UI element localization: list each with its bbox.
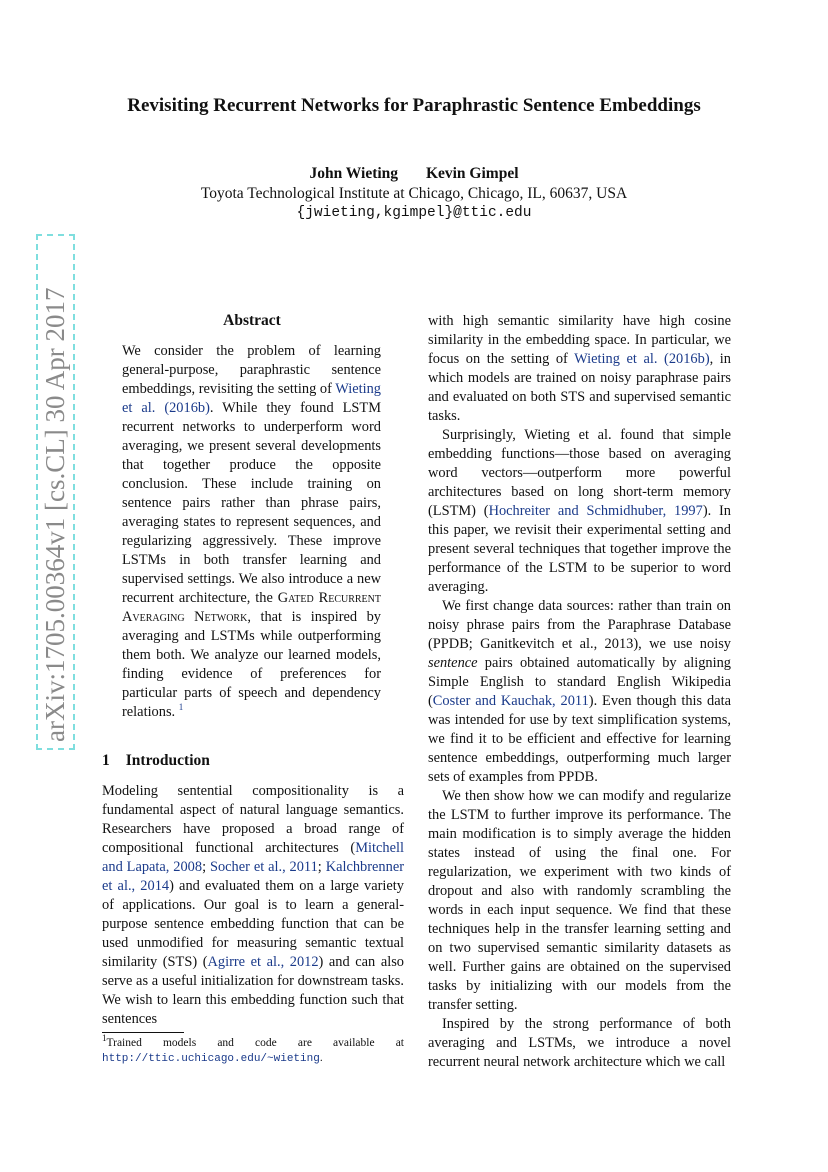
intro-body <box>102 782 404 1029</box>
citation-separator: ; <box>202 859 210 875</box>
abstract-text: . While they found LSTM recurrent networks to underperform word averaging, we present several developments that together produce the opposite conclusion. These include training on sentence pairs rather than phrase pairs, averaging states to represent sequences, and regularizing aggressively. These improve LSTMs in both transfer learning and supervised settings. We also introduce a new recurrent architecture, the <box>122 400 381 606</box>
section-heading <box>102 752 226 770</box>
emphasis: sentence <box>428 655 478 671</box>
body-text: ) and evaluated them on a large variety of applications. Our goal is to learn a general-purpose sentence embedding function that can be used unmodified for measuring semantic textual similarity (STS) ( <box>102 878 404 970</box>
citation-link[interactable]: Hochreiter and Schmidhuber, 1997 <box>488 503 703 519</box>
abstract-body <box>122 342 381 722</box>
abstract-heading: Abstract <box>223 312 281 329</box>
citation-link[interactable]: Socher et al., 2011 <box>209 859 318 875</box>
citation-link[interactable]: Wieting et al. (2016b) <box>574 351 710 367</box>
abstract-text: We consider the problem of learning general-purpose, paraphrastic sentence embeddings, revisiting the setting of <box>122 343 381 397</box>
body-text: Modeling sentential compositionality is a fundamental aspect of natural language semantics. Researchers have proposed a broad range of compositional functional architectures ( <box>102 783 404 856</box>
footnote-rule <box>102 1032 184 1033</box>
body-text: ) and can also serve as a useful initialization for downstream tasks. We wish to learn this embedding function such that sentences <box>102 954 405 1027</box>
body-text: We then show how we can modify and regularize the LSTM to further improve its performance. The main modification is to simply average the hidden states instead of using the final one. For regularization, we experiment with two kinds of dropout and also with randomly scrambling the words in each input sequence. We find that these techniques help in the transfer learning setting and on two supervised semantic similarity datasets as well. Further gains are obtained on the supervised tasks by initializing with our models from the transfer setting. <box>428 788 731 1013</box>
footnote-text: Trained models and code are available at <box>106 1037 404 1049</box>
footnote-end: . <box>319 1052 323 1064</box>
footnote-url-link[interactable]: http://ttic.uchicago.edu/~wieting <box>102 1053 320 1065</box>
body-text: We first change data sources: rather than train on noisy phrase pairs from the Paraphrase Database (PPDB; Ganitkevitch et al., 2013), we use noisy <box>428 598 731 652</box>
paper-title: Revisiting Recurrent Networks for Paraphrastic Sentence Embeddings <box>127 95 701 116</box>
citation-link[interactable]: Mitchell and Lapata, 2008 <box>102 840 404 875</box>
body-text: ). Even though this data was intended for use by text simplification systems, we find it to be efficient and effective for learning sentence embeddings, outperforming much larger sets of examples from PPDB. <box>428 693 731 785</box>
footnote-mark: 1 <box>102 1033 107 1044</box>
citation-link[interactable]: Coster and Kauchak, 2011 <box>432 693 589 709</box>
citation-link[interactable]: Wieting et al. (2016b) <box>122 381 381 416</box>
body-text: , in which models are trained on noisy paraphrase pairs and evaluated on both STS and supervised semantic tasks. <box>428 351 731 424</box>
body-text: ). In this paper, we revisit their experimental setting and present several techniques that together improve the performance of the LSTM to be superior to word averaging. <box>428 503 731 595</box>
section-title: Introduction <box>125 752 210 769</box>
body-text: with high semantic similarity have high cosine similarity in the embedding space. In particular, we focus on the setting of <box>428 313 731 367</box>
body-text: Surprisingly, Wieting et al. found that simple embedding functions—those based on averaging word vectors—outperform more powerful architectures based on long short-term memory (LSTM) ( <box>428 427 731 519</box>
body-text: Inspired by the strong performance of both averaging and LSTMs, we introduce a novel recurrent neural network architecture which we call <box>428 1016 731 1070</box>
right-column <box>428 312 731 1072</box>
citation-link[interactable]: Agirre et al., 2012 <box>207 954 319 970</box>
footnote-ref[interactable]: 1 <box>178 702 184 713</box>
author-list <box>0 165 828 183</box>
abstract-text: , that is inspired by averaging and LSTMs while outperforming them both. We analyze our learned models, finding evidence of preferences for particular parts of speech and dependency relations. <box>122 609 381 720</box>
affiliation: Toyota Technological Institute at Chicago, Chicago, IL, 60637, USA <box>200 185 628 202</box>
section-number: 1 <box>102 752 110 769</box>
author-name: John Wieting <box>309 165 399 182</box>
arxiv-stamp: arXiv:1705.00364v1 [cs.CL] 30 Apr 2017 <box>36 234 75 750</box>
author-email: {jwieting,kgimpel}@ttic.edu <box>296 205 532 221</box>
footnote <box>102 1033 404 1067</box>
citation-separator: ; <box>317 859 326 875</box>
citation-link[interactable]: Kalchbrenner et al., 2014 <box>102 859 404 894</box>
author-name: Kevin Gimpel <box>425 165 519 182</box>
model-name: Gated Recurrent Averaging Network <box>122 590 382 625</box>
body-text: pairs obtained automatically by aligning Simple English to standard English Wikipedia ( <box>428 655 731 709</box>
